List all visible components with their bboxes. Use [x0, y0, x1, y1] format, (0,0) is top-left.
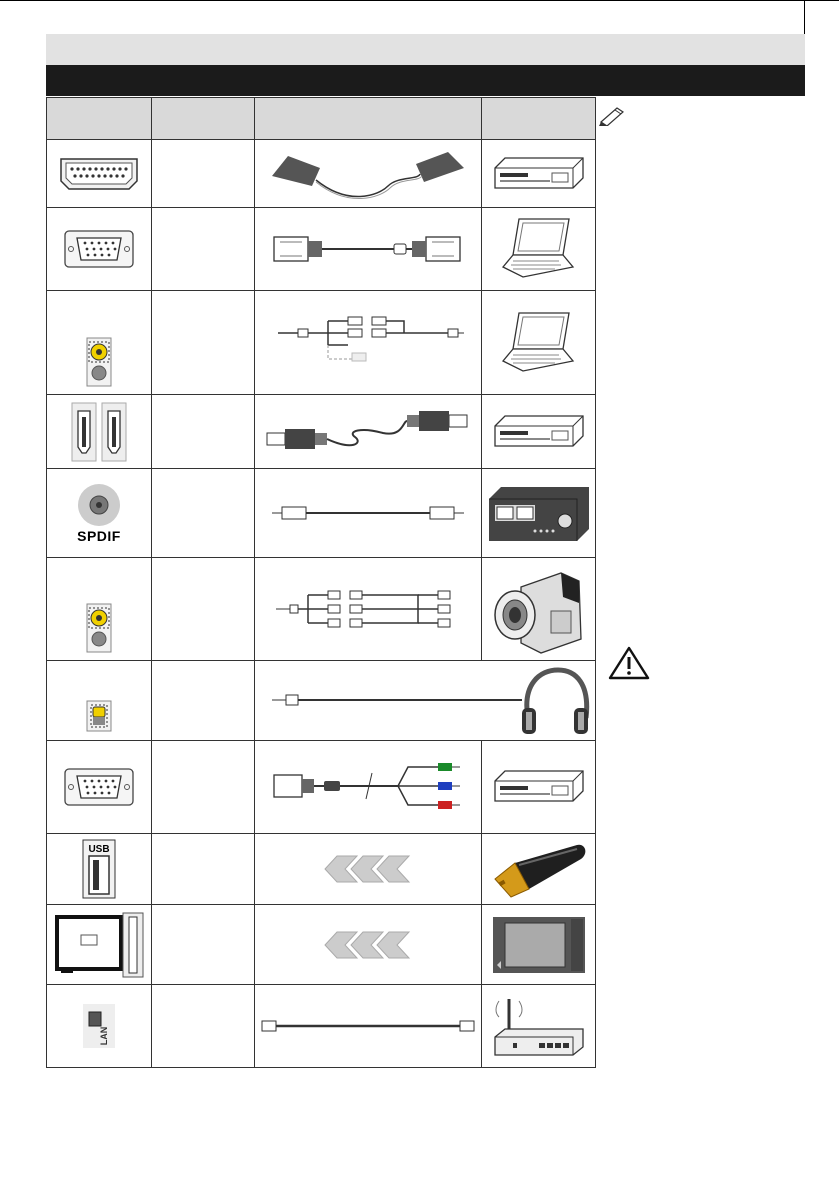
connection-table — [46, 97, 596, 1068]
corner-rule — [804, 0, 805, 34]
title-bar — [46, 65, 805, 96]
pencil-note-icon — [597, 104, 627, 131]
lan-label: LAN — [99, 1026, 109, 1046]
table-row — [47, 985, 596, 1068]
hdmi-cable-icon — [255, 395, 482, 469]
insert-arrows-icon — [255, 905, 482, 985]
type-cell — [152, 834, 255, 905]
type-cell — [152, 469, 255, 558]
av-jack-icon — [47, 558, 152, 661]
lan-port-icon — [47, 985, 152, 1068]
hdmi-ports-icon — [47, 395, 152, 469]
spdif-label: SPDIF — [77, 528, 121, 544]
type-cell — [152, 905, 255, 985]
table-row — [47, 469, 596, 558]
top-rule — [0, 0, 839, 1]
usb-label: USB — [88, 844, 110, 855]
ethernet-cable-icon — [255, 985, 482, 1068]
header-cables — [255, 98, 482, 140]
wireless-router-icon — [482, 985, 596, 1068]
laptop-icon — [482, 291, 596, 395]
table-header-row — [47, 98, 596, 140]
scart-socket-icon — [47, 140, 152, 208]
type-cell — [152, 140, 255, 208]
headphone-jack-icon — [47, 661, 152, 741]
type-cell — [152, 661, 255, 741]
laptop-icon — [482, 208, 596, 291]
type-cell — [152, 395, 255, 469]
vga-socket-icon — [47, 208, 152, 291]
dvd-recorder-icon — [482, 741, 596, 834]
section-band — [46, 34, 805, 65]
table-row — [47, 558, 596, 661]
table-row — [47, 291, 596, 395]
table-row — [47, 661, 596, 741]
av-rca-cable-icon — [255, 558, 482, 661]
vga-socket-icon — [47, 741, 152, 834]
audio-amplifier-icon — [482, 469, 596, 558]
insert-arrows-icon — [255, 834, 482, 905]
type-cell — [152, 985, 255, 1068]
av-jack-icon — [47, 291, 152, 395]
spdif-socket-icon — [47, 469, 152, 558]
header-connector — [47, 98, 152, 140]
table-row — [47, 905, 596, 985]
table-row — [47, 741, 596, 834]
audio-video-split-cable-icon — [255, 291, 482, 395]
type-cell — [152, 208, 255, 291]
ypbpr-cable-icon — [255, 741, 482, 834]
type-cell — [152, 291, 255, 395]
warning-triangle-icon — [607, 645, 651, 686]
table-row — [47, 395, 596, 469]
table-row — [47, 140, 596, 208]
table-row — [47, 834, 596, 905]
dvd-recorder-icon — [482, 140, 596, 208]
cam-module-icon — [482, 905, 596, 985]
vga-cable-icon — [255, 208, 482, 291]
header-type — [152, 98, 255, 140]
header-device — [482, 98, 596, 140]
usb-stick-icon — [482, 834, 596, 905]
headphone-cable-icon — [255, 661, 596, 741]
usb-port-icon — [47, 834, 152, 905]
table-row — [47, 208, 596, 291]
camcorder-icon — [482, 558, 596, 661]
coaxial-cable-icon — [255, 469, 482, 558]
ci-slot-icon — [47, 905, 152, 985]
dvd-recorder-icon — [482, 395, 596, 469]
type-cell — [152, 741, 255, 834]
scart-cable-icon — [255, 140, 482, 208]
type-cell — [152, 558, 255, 661]
